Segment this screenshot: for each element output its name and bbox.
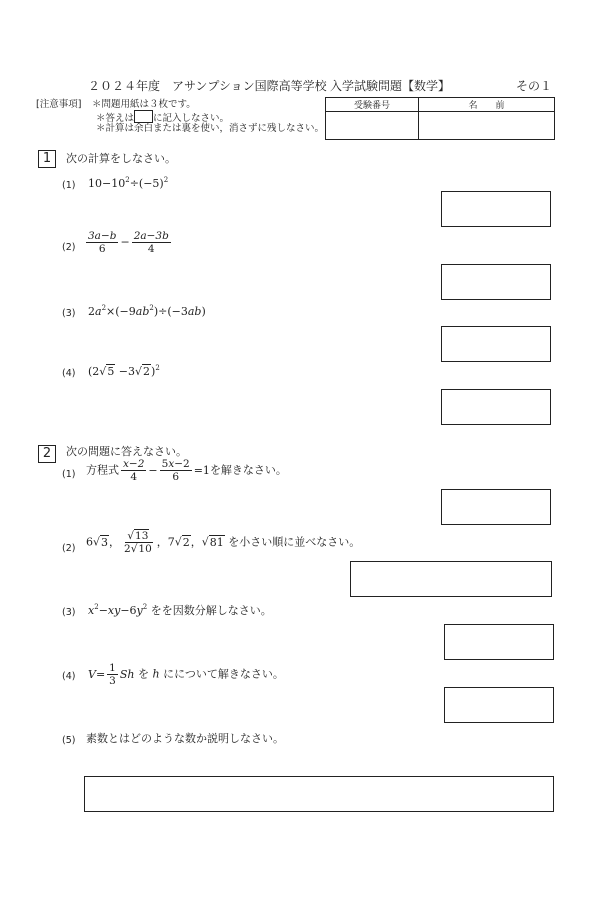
answer-box-1-1[interactable] [441,191,551,227]
exam-subject: 入学試験問題【数学】 [330,79,451,93]
q1-2-expression: $\frac{3a-b}{6}$ − $\frac{2a-3b}{4}$ [88,230,169,255]
q1-2-label: (2) [62,242,76,253]
q1-3-label: (3) [62,308,76,319]
q2-4-label: (4) [62,671,76,682]
note-2: ＊答えは に記入しなさい。 [96,110,229,125]
answer-box-2-3[interactable] [444,624,554,660]
name-label: 名 前 [419,98,555,112]
id-field[interactable] [326,112,419,140]
q1-4-label: (4) [62,368,76,379]
page-label: その１ [516,79,553,93]
q2-1-label: (1) [62,469,76,480]
section-1-instruction: 次の計算をしなさい。 [66,152,176,165]
q2-3-question: $x^2-xy-6y^2$ をを因数分解しなさい。 [88,603,272,617]
id-label: 受験番号 [326,98,419,112]
q2-3-label: (3) [62,607,76,618]
answer-box-2-1[interactable] [441,489,551,525]
q2-5-label: (5) [62,735,76,746]
section-2-number: 2 [38,445,56,463]
exam-id-table [325,97,555,140]
q2-2-question: 6√3， $\frac{√13}{2√10}$ ，7√2，√81 を小さい順に並べなさい。 [86,530,361,555]
notes-label: [注意事項] [36,99,82,110]
section-1-number: 1 [38,150,56,168]
answer-box-2-4[interactable] [444,687,554,723]
section-2-instruction: 次の問題に答えなさい。 [66,445,187,458]
note-1: ＊問題用紙は３枚です。 [92,99,196,110]
q1-1-label: (1) [62,180,76,191]
q2-1-question: 方程式 $\frac{x-2}{4}$ − $\frac{5x-2}{6}$ =1を解きなさい。 [86,458,287,483]
answer-box-2-5[interactable] [84,776,554,812]
q1-4-expression: $(2√5 -3√2)^2$ [88,364,160,378]
answer-box-1-2[interactable] [441,264,551,300]
note-3: ＊計算は余白または裏を使い，消さずに残しなさい。 [96,123,325,134]
name-field[interactable] [419,112,555,140]
answer-box-1-4[interactable] [441,389,551,425]
q2-2-label: (2) [62,543,76,554]
q2-4-question: V= $\frac{1}{3}$ Sh を h にについて解きなさい。 [88,662,284,687]
q2-5-question: 素数とはどのような数か説明しなさい。 [86,732,284,745]
answer-box-1-3[interactable] [441,326,551,362]
exam-title: ２０２４年度 アサンプション国際高等学校 [88,79,327,93]
answer-box-2-2[interactable] [350,561,552,597]
q1-3-expression: $2a^2\times(-9ab^2)\div(-3ab)$ [88,304,206,318]
q1-1-expression: $10-10^2\div(-5)^2$ [88,176,169,190]
